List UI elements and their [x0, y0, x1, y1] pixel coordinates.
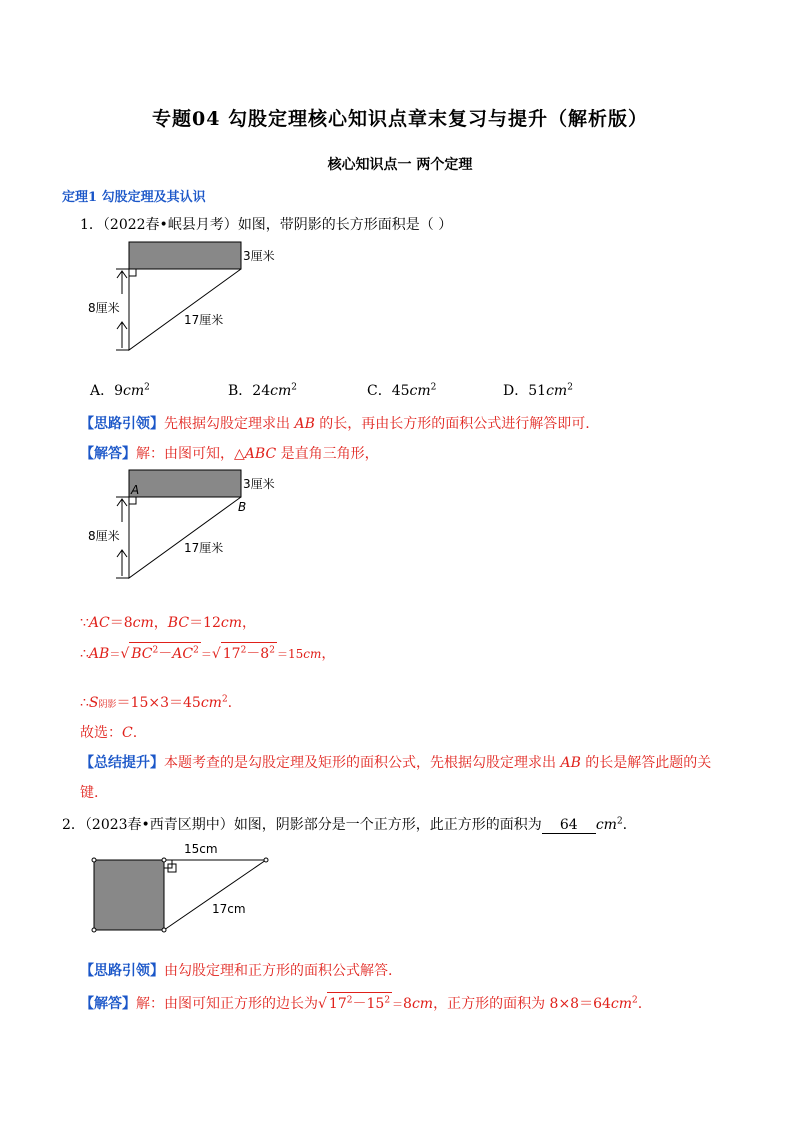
- q1-option-b: B．$24cm^2$: [228, 382, 297, 399]
- vertex-dot: [92, 858, 96, 862]
- answer-tag: 【解答】: [80, 446, 136, 462]
- right-triangle: [129, 497, 241, 578]
- right-angle-mark: [129, 497, 136, 504]
- q1-option-a: A．$9cm^2$: [90, 382, 150, 399]
- vertex-dot: [162, 928, 166, 932]
- q1-figure: [86, 238, 275, 354]
- shaded-square: [94, 860, 164, 930]
- q1-choice: 故选：C.: [80, 725, 138, 741]
- section-heading: 核心知识点一 两个定理: [327, 157, 473, 173]
- q2-label-17cm: 17cm: [212, 902, 246, 916]
- q1-summary: 【总结提升】本题考查的是勾股定理及矩形的面积公式，先根据勾股定理求出 AB 的长是解答此题的关: [80, 755, 712, 771]
- q1-answer: 【解答】解：由图可知，△ABC 是直角三角形，: [80, 446, 379, 462]
- theorem-heading: 定理1 勾股定理及其认识: [62, 190, 206, 205]
- vertex-dot: [162, 858, 166, 862]
- q1-pythagoras-line: ∴AB＝√ $BC^2-AC^2$ ＝√ $17^2-8^2 =15cm$，: [80, 642, 335, 663]
- point-a-label: A: [131, 483, 140, 497]
- q1-label-3cm: 3厘米: [243, 249, 275, 263]
- q1-label-3cm: 3厘米: [243, 477, 275, 491]
- q2-stem: 2．（2023春•西青区期中）如图，阴影部分是一个正方形，此正方形的面积为 64 $cm^2$.: [62, 816, 628, 833]
- right-angle-mark: [129, 269, 136, 276]
- q1-label-17cm: 17厘米: [184, 541, 224, 555]
- q1-question: 如图，带阴影的长方形面积是（ ）: [237, 217, 453, 233]
- right-triangle: [129, 269, 241, 350]
- hint-tag: 【思路引领】: [80, 416, 164, 432]
- point-b-label: B: [238, 500, 247, 514]
- shaded-rectangle: [129, 470, 241, 497]
- q2-source: （2023春•西青区期中）: [84, 817, 234, 833]
- q1-option-c: C．$45cm^2$: [367, 382, 437, 399]
- vertex-dot: [92, 928, 96, 932]
- q1-option-d: D．$51cm^2$: [503, 382, 573, 399]
- q1-label-17cm: 17厘米: [184, 313, 224, 327]
- q1-hint: 【思路引领】先根据勾股定理求出 AB 的长，再由长方形的面积公式进行解答即可.: [80, 416, 590, 432]
- q1-source: （2022春•岷县月考）: [102, 217, 238, 233]
- answer-tag: 【解答】: [80, 996, 136, 1012]
- q2-figure: [86, 838, 276, 940]
- q1-label-8cm: 8厘米: [88, 301, 120, 315]
- q1-answer-figure: [86, 466, 275, 582]
- q2-hint: 【思路引领】由勾股定理和正方形的面积公式解答.: [80, 963, 393, 979]
- q1-given-line: ∵AC＝8cm，BC＝12cm，: [80, 615, 257, 631]
- q2-answer-blank: 64: [542, 817, 596, 834]
- shaded-rectangle: [129, 242, 241, 269]
- q2-answer: 【解答】解：由图可知正方形的边长为√ $17^2-15^2 =8cm$，正方形的面积为 $8\times 8=64cm^2$.: [80, 992, 642, 1013]
- q1-number: 1．: [80, 217, 103, 233]
- hypotenuse: [164, 860, 266, 930]
- q1-area-line: ∴S阴影$=15\times 3=45cm^2$.: [80, 694, 233, 711]
- q1-label-8cm: 8厘米: [88, 529, 120, 543]
- q1-stem: [80, 214, 452, 234]
- q2-label-15cm: 15cm: [184, 842, 218, 856]
- q2-question: 如图，阴影部分是一个正方形，此正方形的面积为: [233, 817, 542, 833]
- q2-number: 2．: [62, 817, 85, 833]
- summary-tag: 【总结提升】: [80, 755, 164, 771]
- hint-tag: 【思路引领】: [80, 963, 164, 979]
- page-title: 专题04 勾股定理核心知识点章末复习与提升（解析版）: [151, 108, 649, 130]
- q1-summary-end: 键.: [80, 785, 99, 801]
- vertex-dot: [264, 858, 268, 862]
